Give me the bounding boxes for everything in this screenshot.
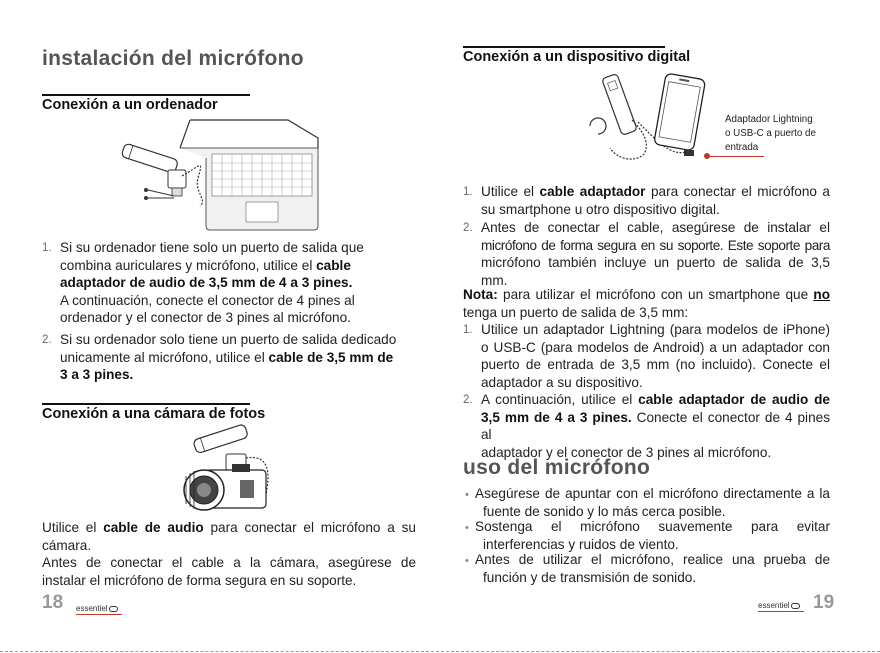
bullet-icon: • xyxy=(465,489,469,501)
computer-step-2 xyxy=(60,331,420,384)
bold-text: cable de 3,5 mm de xyxy=(268,349,394,365)
brand-text: essentiel xyxy=(76,604,108,613)
bold-text: 3 a 3 pines. xyxy=(60,367,134,383)
list-number: 1. xyxy=(463,324,473,336)
page-number-right: 19 xyxy=(813,592,835,613)
computer-step-1 xyxy=(60,239,420,327)
text-line: A continuación, conecte el conector de 4 pines al xyxy=(60,292,355,308)
usage-bullet-3 xyxy=(475,551,830,586)
text-span: para utilizar el micrófono con un smartphone que xyxy=(497,287,814,302)
text-line xyxy=(481,183,830,201)
text-line: Si su ordenador solo tiene un puerto de salida dedicado xyxy=(60,332,397,347)
text-line: función y de transmisión de sonido. xyxy=(483,569,697,585)
text-line xyxy=(481,391,830,409)
note-label: Nota: xyxy=(463,287,498,302)
note-step-2 xyxy=(481,391,830,461)
text-span: Conecte el conector de 4 pines al xyxy=(481,409,830,443)
text-line: ordenador y el conector de 3 pines al micrófono. xyxy=(60,310,351,326)
bold-text: cable xyxy=(316,257,351,273)
usage-bullet-2 xyxy=(475,518,830,553)
brand-underline xyxy=(76,614,122,615)
text-span: A continuación, utilice el xyxy=(481,392,639,407)
text-line: Sostenga el micrófono suavemente para evitar xyxy=(475,519,830,534)
heading-digital: Conexión a un dispositivo digital xyxy=(463,49,691,65)
adapter-callout xyxy=(725,113,816,155)
text-span: combina auriculares y micrófono, utilice el xyxy=(60,257,317,273)
brand-underline xyxy=(758,611,804,612)
text-line: fuente de sonido y lo más cerca posible. xyxy=(483,503,726,519)
bold-text: no xyxy=(813,287,830,302)
bullet-icon: • xyxy=(465,555,469,567)
callout-line-text: Adaptador Lightning xyxy=(725,114,813,125)
brand-text: essentiel xyxy=(758,601,790,610)
text-line: Si su ordenador tiene solo un puerto de salida que xyxy=(60,240,364,255)
text-line xyxy=(60,257,420,275)
text-line: puerto de entrada de 3,5 mm (no incluido). Conecte el xyxy=(481,357,830,373)
text-line: o USB-C (para modelos de Android) a un adaptador con xyxy=(481,339,830,355)
text-line: su smartphone u otro dispositivo digital. xyxy=(481,201,720,217)
callout-line-text: entrada xyxy=(725,142,759,153)
heading-computer: Conexión a un ordenador xyxy=(42,97,218,113)
text-line: tenga un puerto de salida de 3,5 mm: xyxy=(463,304,689,320)
bold-text: adaptador de audio de 3,5 mm de 4 a 3 pines. xyxy=(60,275,353,291)
text-span: Utilice el xyxy=(42,520,104,535)
page-edge-dashed-line xyxy=(0,651,880,652)
text-line xyxy=(60,349,420,367)
bold-text: cable de audio xyxy=(103,520,204,535)
brand-mark-icon xyxy=(791,603,800,609)
text-line: Antes de conectar el cable a la cámara, asegúrese de xyxy=(42,555,416,571)
heading-rule xyxy=(463,46,665,48)
note-step-1 xyxy=(481,321,830,391)
digital-step-1 xyxy=(481,183,830,218)
heading-rule xyxy=(42,94,250,96)
page-number-left: 18 xyxy=(42,592,64,613)
text-line xyxy=(60,366,420,384)
text-line xyxy=(60,274,420,292)
text-line: interferencias y ruidos de viento. xyxy=(483,536,679,552)
text-line: Antes de conectar el cable, asegúrese de instalar el xyxy=(481,220,830,235)
heading-camera: Conexión a una cámara de fotos xyxy=(42,406,266,422)
brand-logo-left xyxy=(76,604,118,613)
list-number: 2. xyxy=(42,334,52,346)
list-number: 1. xyxy=(463,186,473,198)
section-title-usage: uso del micrófono xyxy=(463,456,651,479)
text-line: adaptador a su dispositivo. xyxy=(481,374,643,390)
text-line: Utilice un adaptador Lightning (para modelos de iPhone) xyxy=(481,322,830,337)
text-line: adaptador y el conector de 3 pines al micrófono. xyxy=(481,444,772,460)
text-line: micrófono de forma segura en su soporte. Este soporte para xyxy=(481,237,830,253)
text-span: para conectar el micrófono a su xyxy=(203,520,416,535)
heading-rule xyxy=(42,403,250,405)
text-line: cámara. xyxy=(42,537,92,553)
text-line xyxy=(463,286,830,304)
section-title-installation: instalación del micrófono xyxy=(42,47,304,70)
list-number: 2. xyxy=(463,222,473,234)
bold-text: cable adaptador de audio de xyxy=(638,392,830,407)
camera-microphone-illustration xyxy=(170,424,285,514)
callout-line-text: o USB-C a puerto de xyxy=(725,128,816,139)
text-span: para conectar el micrófono a xyxy=(645,184,830,199)
list-number: 1. xyxy=(42,242,52,254)
text-line xyxy=(481,409,830,444)
text-span: Utilice el xyxy=(481,184,540,199)
text-span: unicamente al micrófono, utilice el xyxy=(60,349,269,365)
text-line: Antes de utilizar el micrófono, realice una prueba de xyxy=(475,552,830,567)
brand-logo-right xyxy=(758,601,800,610)
digital-step-2 xyxy=(481,219,830,289)
bold-text: 3,5 mm de 4 a 3 pines. xyxy=(481,409,632,425)
text-line xyxy=(42,519,416,537)
list-number: 2. xyxy=(463,394,473,406)
brand-mark-icon xyxy=(109,606,118,612)
callout-line xyxy=(706,156,764,157)
text-line: micrófono también incluye un puerto de salida de 3,5 mm. xyxy=(481,255,830,288)
text-line: Asegúrese de apuntar con el micrófono directamente a la xyxy=(475,486,830,501)
note-paragraph xyxy=(463,286,830,321)
laptop-microphone-illustration xyxy=(112,118,322,233)
usage-bullet-1 xyxy=(475,485,830,520)
bold-text: cable adaptador xyxy=(539,184,646,199)
callout-dot xyxy=(704,153,710,159)
camera-paragraph xyxy=(42,519,416,589)
text-line: instalar el micrófono de forma segura en su soporte. xyxy=(42,572,357,588)
bullet-icon: • xyxy=(465,522,469,534)
